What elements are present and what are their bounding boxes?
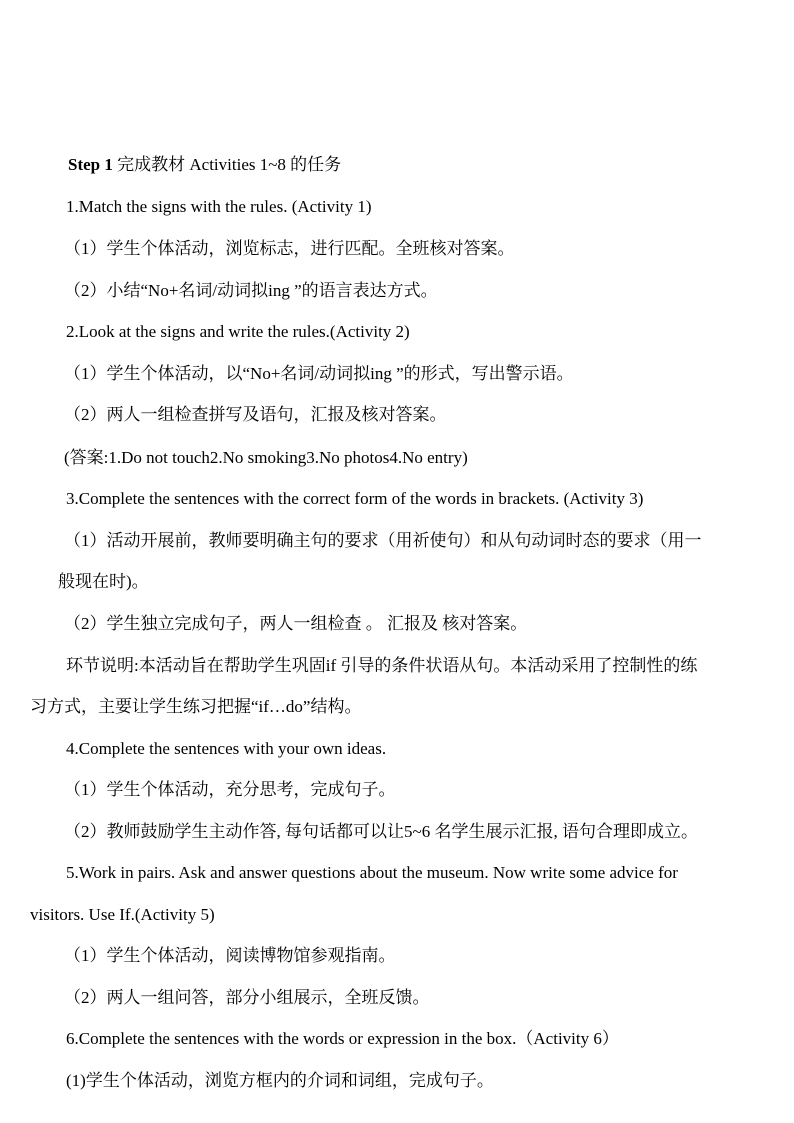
activity-1-step-1: （1）学生个体活动，浏览标志，进行匹配。全班核对答案。 <box>64 239 515 258</box>
activity-5-step-1: （1）学生个体活动，阅读博物馆参观指南。 <box>64 946 396 965</box>
activity-3-step-1: （1）活动开展前，教师要明确主句的要求（用祈使句）和从句动词时态的要求（用一 <box>64 531 702 550</box>
activity-6-heading: 6.Complete the sentences with the words or expression in the box.（Activity 6） <box>66 1029 619 1048</box>
activity-2-step-2: （2）两人一组检查拼写及语句，汇报及核对答案。 <box>64 405 447 424</box>
activity-5-step-2: （2）两人一组问答，部分小组展示，全班反馈。 <box>64 988 430 1007</box>
step-label: Step 1 <box>68 155 113 174</box>
activity-2-heading: 2.Look at the signs and write the rules.(Activity 2) <box>66 322 410 341</box>
activity-2-step-1: （1）学生个体活动，以“No+名词/动词拟ing ”的形式，写出警示语。 <box>64 364 574 383</box>
activity-1-heading: 1.Match the signs with the rules. (Activity 1) <box>66 197 372 216</box>
activity-1-step-2: （2）小结“No+名词/动词拟ing ”的语言表达方式。 <box>64 281 438 300</box>
activity-3-note-cont: 习方式，主要让学生练习把握“if…do”结构。 <box>30 697 362 716</box>
activity-4-step-1: （1）学生个体活动，充分思考，完成句子。 <box>64 780 396 799</box>
activity-2-answers: (答案:1.Do not touch2.No smoking3.No photos4.No entry) <box>64 448 468 467</box>
step-heading <box>68 154 341 176</box>
activity-3-note: 环节说明:本活动旨在帮助学生巩固if 引导的条件状语从句。本活动采用了控制性的练 <box>66 656 698 675</box>
step-text: 完成教材 Activities 1~8 的任务 <box>112 155 342 174</box>
activity-4-step-2: （2）教师鼓励学生主动作答, 每句话都可以让5~6 名学生展示汇报, 语句合理即成立。 <box>64 822 698 841</box>
activity-3-heading: 3.Complete the sentences with the correct form of the words in brackets. (Activity 3) <box>66 489 644 508</box>
activity-5-heading: 5.Work in pairs. Ask and answer questions about the museum. Now write some advice for <box>66 863 678 882</box>
activity-4-heading: 4.Complete the sentences with your own ideas. <box>66 739 387 758</box>
activity-6-step-1: (1)学生个体活动，浏览方框内的介词和词组，完成句子。 <box>66 1071 494 1090</box>
activity-3-step-1-cont: 般现在时)。 <box>58 572 149 591</box>
activity-3-step-2: （2）学生独立完成句子，两人一组检查 。 汇报及 核对答案。 <box>64 614 528 633</box>
activity-5-heading-cont: visitors. Use If.(Activity 5) <box>30 905 215 924</box>
